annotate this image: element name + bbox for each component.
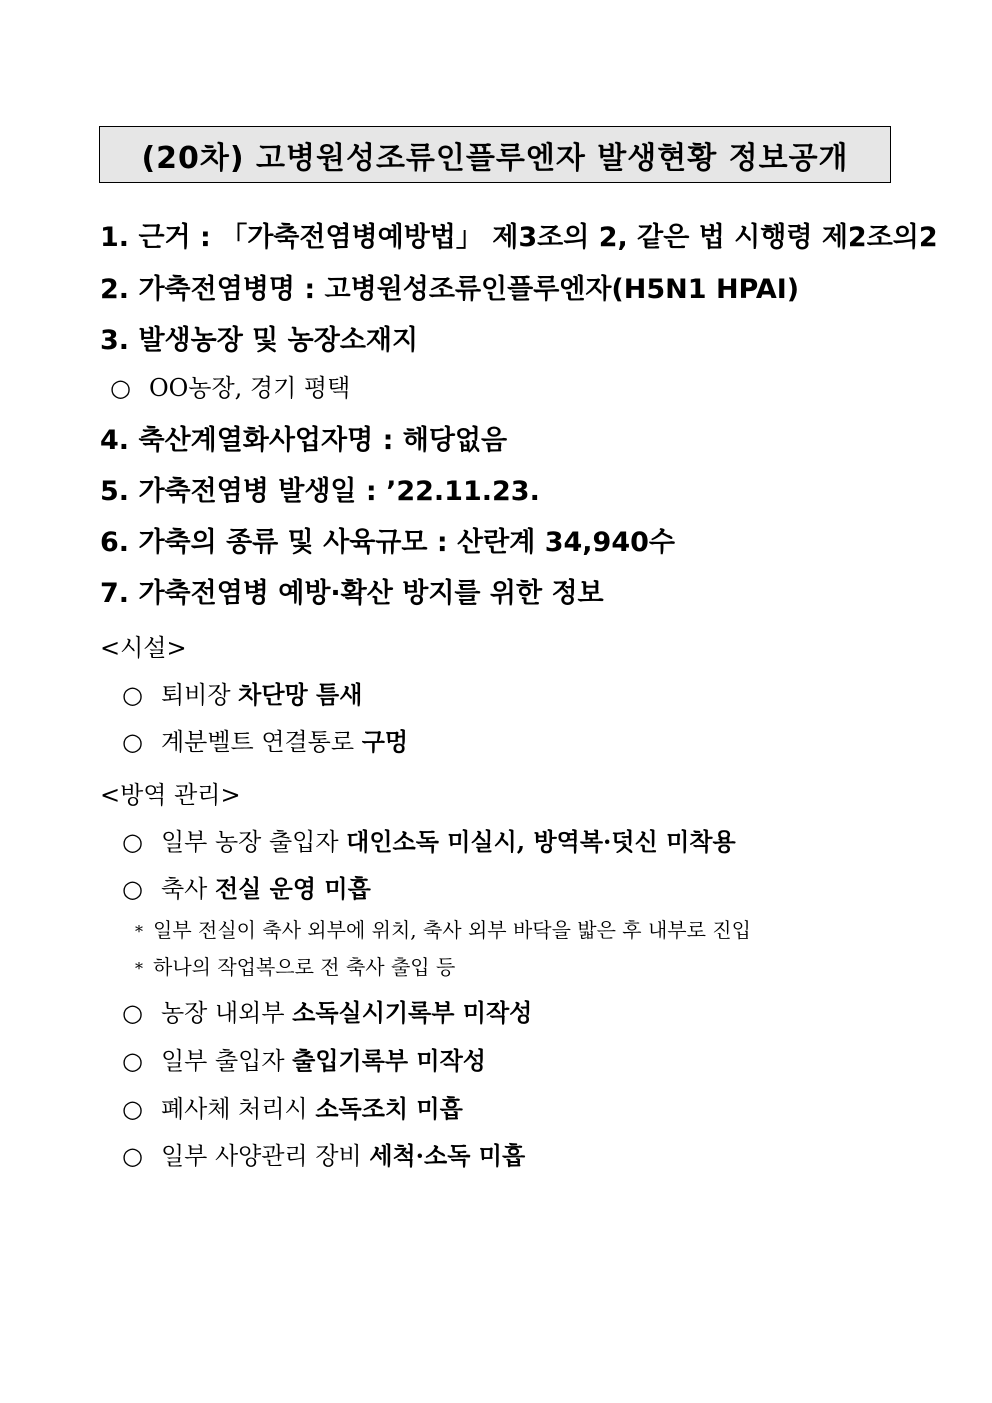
heading-disease-name: 2. 가축전염병명 : 고병원성조류인플루엔자(H5N1 HPAI) <box>100 274 800 305</box>
biosecurity-note <box>135 951 455 980</box>
farm-location-text: OO농장, 경기 평택 <box>148 374 351 402</box>
biosecurity-item <box>122 1041 486 1076</box>
circle-bullet-icon: ○ <box>122 828 143 856</box>
circle-bullet-icon: ○ <box>122 875 143 903</box>
circle-bullet-icon: ○ <box>122 1142 143 1170</box>
facility-item-text: 퇴비장 <box>160 681 239 709</box>
biosecurity-item <box>122 869 371 904</box>
biosecurity-note-text: 일부 전실이 축사 외부에 위치, 축사 외부 바닥을 밟은 후 내부로 진입 <box>153 918 751 942</box>
farm-location-item <box>110 368 350 403</box>
biosecurity-item-emphasis: 소독실시기록부 미작성 <box>292 998 533 1027</box>
biosecurity-item-emphasis: 소독조치 미흡 <box>315 1094 463 1123</box>
biosecurity-item-text: 농장 내외부 <box>160 999 293 1027</box>
asterisk-icon: * <box>135 959 143 978</box>
biosecurity-item <box>122 993 532 1028</box>
biosecurity-item-text: 일부 농장 출입자 <box>160 828 347 856</box>
heading-integrator: 4. 축산계열화사업자명 : 해당없음 <box>100 425 508 456</box>
biosecurity-label: <방역 관리> <box>100 781 241 809</box>
asterisk-icon: * <box>135 922 143 941</box>
facilities-label: <시설> <box>100 634 187 662</box>
heading-outbreak-date: 5. 가축전염병 발생일 : ’22.11.23. <box>100 476 540 507</box>
circle-bullet-icon: ○ <box>122 1047 143 1075</box>
facility-item-emphasis: 구멍 <box>361 727 409 756</box>
heading-prevention-info: 7. 가축전염병 예방·확산 방지를 위한 정보 <box>100 578 604 609</box>
facility-item-emphasis: 차단망 틈새 <box>238 680 363 709</box>
biosecurity-item <box>122 1136 525 1171</box>
biosecurity-item <box>122 822 736 857</box>
title-box <box>99 126 891 183</box>
facility-item <box>122 675 362 710</box>
biosecurity-note <box>135 914 751 943</box>
page-title: (20차) 고병원성조류인플루엔자 발생현황 정보공개 <box>141 140 849 176</box>
heading-farm-location: 3. 발생농장 및 농장소재지 <box>100 325 419 356</box>
circle-bullet-icon: ○ <box>122 681 143 709</box>
circle-bullet-icon: ○ <box>122 999 143 1027</box>
circle-bullet-icon: ○ <box>122 728 143 756</box>
biosecurity-item-emphasis: 대인소독 미실시, 방역복·덧신 미착용 <box>346 827 736 856</box>
biosecurity-note-text: 하나의 작업복으로 전 축사 출입 등 <box>153 955 456 979</box>
circle-bullet-icon: ○ <box>110 374 131 402</box>
biosecurity-item-emphasis: 세척·소독 미흡 <box>369 1141 526 1170</box>
facility-item <box>122 722 408 757</box>
circle-bullet-icon: ○ <box>122 1095 143 1123</box>
facility-item-text: 계분벨트 연결통로 <box>160 728 362 756</box>
biosecurity-item-emphasis: 전실 운영 미흡 <box>214 874 371 903</box>
biosecurity-item-text: 일부 출입자 <box>160 1047 293 1075</box>
heading-livestock: 6. 가축의 종류 및 사육규모 : 산란계 34,940수 <box>100 527 675 558</box>
biosecurity-item <box>122 1089 463 1124</box>
biosecurity-item-text: 축사 <box>160 875 215 903</box>
biosecurity-item-emphasis: 출입기록부 미작성 <box>292 1046 486 1075</box>
heading-basis: 1. 근거 : 「가축전염병예방법」 제3조의 2, 같은 법 시행령 제2조의2 <box>100 222 938 253</box>
biosecurity-item-text: 일부 사양관리 장비 <box>160 1142 370 1170</box>
biosecurity-item-text: 폐사체 처리시 <box>160 1095 316 1123</box>
